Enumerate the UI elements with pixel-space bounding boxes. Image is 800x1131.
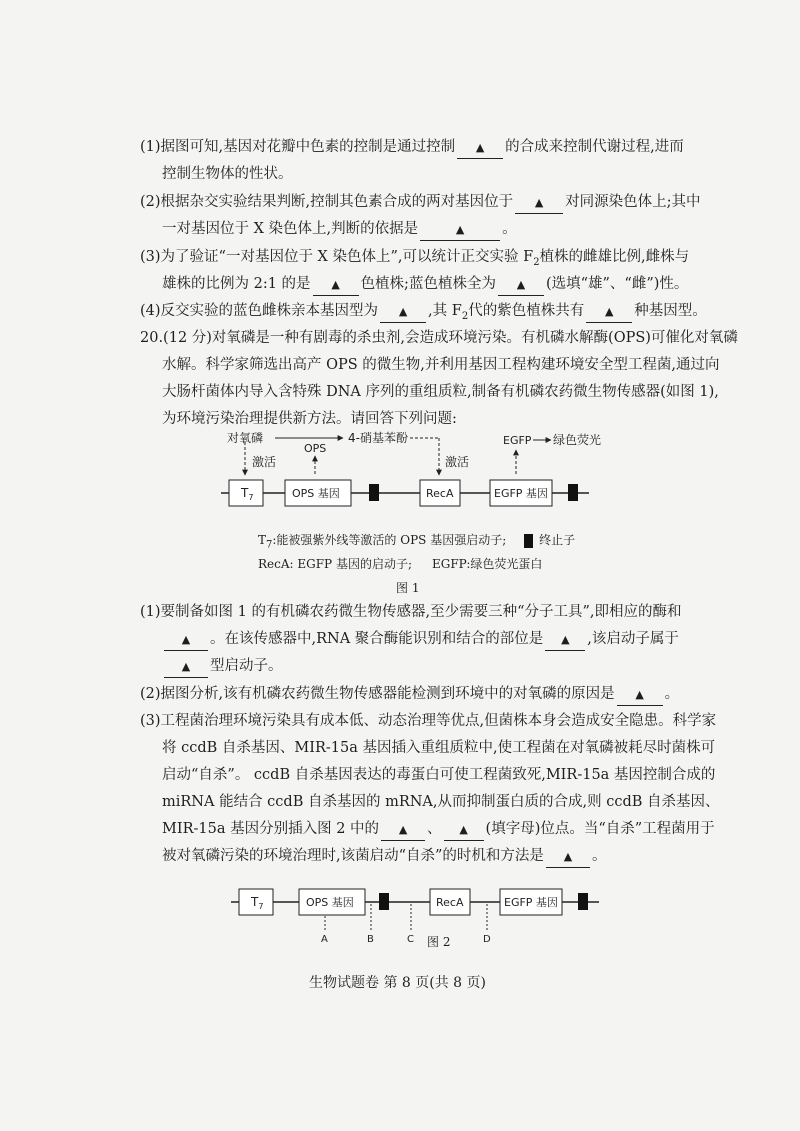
q20-part1-line3: ▲ 型启动子。: [162, 656, 283, 678]
figure-2-diagram: [225, 880, 615, 945]
answer-blank: ▲: [457, 137, 503, 159]
answer-blank: ▲: [515, 192, 563, 214]
answer-blank: ▲: [617, 684, 663, 706]
q20-part1-line1: (1)要制备如图 1 的有机磷农药微生物传感器,至少需要三种“分子工具”,即相应的酶和: [140, 604, 682, 620]
reca-label: RecA: [426, 487, 454, 500]
svg-text:T7: $T_7$: [241, 486, 254, 502]
terminator-1: [369, 484, 379, 501]
answer-blank: ▲: [164, 629, 208, 651]
answer-blank: ▲: [380, 301, 426, 323]
svg-text:T7: $T_7$: [251, 895, 264, 911]
site-d-label: D: [483, 934, 491, 945]
ops-gene-label: OPS 基因: [306, 896, 354, 909]
q19-part1-line2: 控制生物体的性状。: [162, 166, 293, 182]
q20-part3-line3: 启动“自杀”。 ccdB 自杀基因表达的毒蛋白可使工程菌致死,MIR-15a 基因控制合成的: [162, 767, 716, 783]
egfp-gene-label: EGFP 基因: [494, 487, 548, 500]
q20-part3-line2: 将 ccdB 自杀基因、MIR-15a 基因插入重组质粒中,使工程菌在对氧磷被耗尽时菌株可: [162, 740, 716, 756]
answer-blank: ▲: [164, 656, 208, 678]
terminator-2: [568, 484, 578, 501]
q20-intro-line1: 20.(12 分)对氧磷是一种有剧毒的杀虫剂,会造成环境污染。有机磷水解酶(OPS)可催化对氧磷: [140, 330, 738, 346]
q19-part4-line1: (4)反交实验的蓝色雌株亲本基因型为 ▲ ,其 $F_2$代的紫色植株共有 ▲ 种基因型。: [140, 303, 707, 322]
q20-part3-line1: (3)工程菌治理环境污染具有成本低、动态治理等优点,但菌株本身会造成安全隐患。科学家: [140, 713, 717, 729]
label-activate-2: 激活: [445, 455, 470, 469]
q20-part3-line6: 被对氧磷污染的环境治理时,该菌启动“自杀”的时机和方法是 ▲ 。: [162, 846, 606, 868]
page-footer: 生物试题卷 第 8 页(共 8 页): [309, 975, 486, 991]
answer-blank: ▲: [546, 846, 590, 868]
figure-1-legend-line2: RecA: EGFP 基因的启动子; EGFP:绿色荧光蛋白: [258, 557, 543, 571]
answer-blank: ▲: [545, 629, 585, 651]
site-c-label: C: [407, 934, 414, 945]
label-egfp-protein: EGFP: [503, 434, 532, 447]
terminator-legend-icon: [524, 534, 533, 548]
answer-blank: ▲: [420, 219, 500, 241]
label-product: 4-硝基苯酚: [348, 431, 408, 445]
answer-blank: ▲: [444, 819, 484, 841]
egfp-gene-label: EGFP 基因: [504, 896, 558, 909]
terminator-2: [578, 893, 588, 910]
answer-blank: ▲: [586, 301, 632, 323]
q19-part3-line1: (3)为了验证“一对基因位于 X 染色体上”,可以统计正交实验 $F_2$植株的雌雄比例,雌株与: [140, 249, 690, 268]
figure-1-caption: 图 1: [396, 581, 420, 595]
figure-2-caption: 图 2: [427, 935, 451, 949]
label-ops-protein: OPS: [304, 442, 327, 455]
terminator-1: [379, 893, 389, 910]
figure-1-legend-line1: $T_7$:能被强紫外线等激活的 OPS 基因强启动子; 终止子: [258, 533, 576, 551]
q20-part2-line1: (2)据图分析,该有机磷农药微生物传感器能检测到环境中的对氧磷的原因是 ▲ 。: [140, 684, 679, 706]
q20-intro-line3: 大肠杆菌体内导入含特殊 DNA 序列的重组质粒,制备有机磷农药微生物传感器(如图 1),: [162, 384, 719, 400]
site-a-label: A: [321, 934, 328, 945]
q20-part3-line5: MIR-15a 基因分别插入图 2 中的 ▲ 、 ▲ (填字母)位点。当“自杀”工程菌用于: [162, 819, 715, 841]
answer-blank: ▲: [381, 819, 425, 841]
label-green-fluorescence: 绿色荧光: [553, 433, 602, 447]
label-substrate: 对氧磷: [227, 431, 264, 445]
q20-part1-line2: ▲ 。在该传感器中,RNA 聚合酶能识别和结合的部位是 ▲ ,该启动子属于: [162, 629, 679, 651]
q19-part1-line1: (1)据图可知,基因对花瓣中色素的控制是通过控制 ▲ 的合成来控制代谢过程,进而: [140, 137, 684, 159]
q19-part2-line1: (2)根据杂交实验结果判断,控制其色素合成的两对基因位于 ▲ 对同源染色体上;其中: [140, 192, 701, 214]
answer-blank: ▲: [313, 274, 359, 296]
figure-1-diagram: [215, 428, 615, 528]
reca-label: RecA: [436, 896, 464, 909]
answer-blank: ▲: [498, 274, 544, 296]
q19-part2-line2: 一对基因位于 X 染色体上,判断的依据是 ▲ 。: [162, 219, 517, 241]
q20-intro-line2: 水解。科学家筛选出高产 OPS 的微生物,并利用基因工程构建环境安全型工程菌,通过向: [162, 357, 720, 373]
q20-part3-line4: miRNA 能结合 ccdB 自杀基因的 mRNA,从而抑制蛋白质的合成,则 ccdB 自杀基因、: [162, 794, 720, 810]
label-activate-1: 激活: [252, 455, 277, 469]
ops-gene-label: OPS 基因: [292, 487, 340, 500]
q19-part3-line2: 雄株的比例为 2:1 的是 ▲ 色植株;蓝色植株全为 ▲ (选填“雄”、“雌”)性。: [162, 274, 688, 296]
site-b-label: B: [367, 934, 374, 945]
q20-intro-line4: 为环境污染治理提供新方法。请回答下列问题:: [162, 411, 457, 427]
